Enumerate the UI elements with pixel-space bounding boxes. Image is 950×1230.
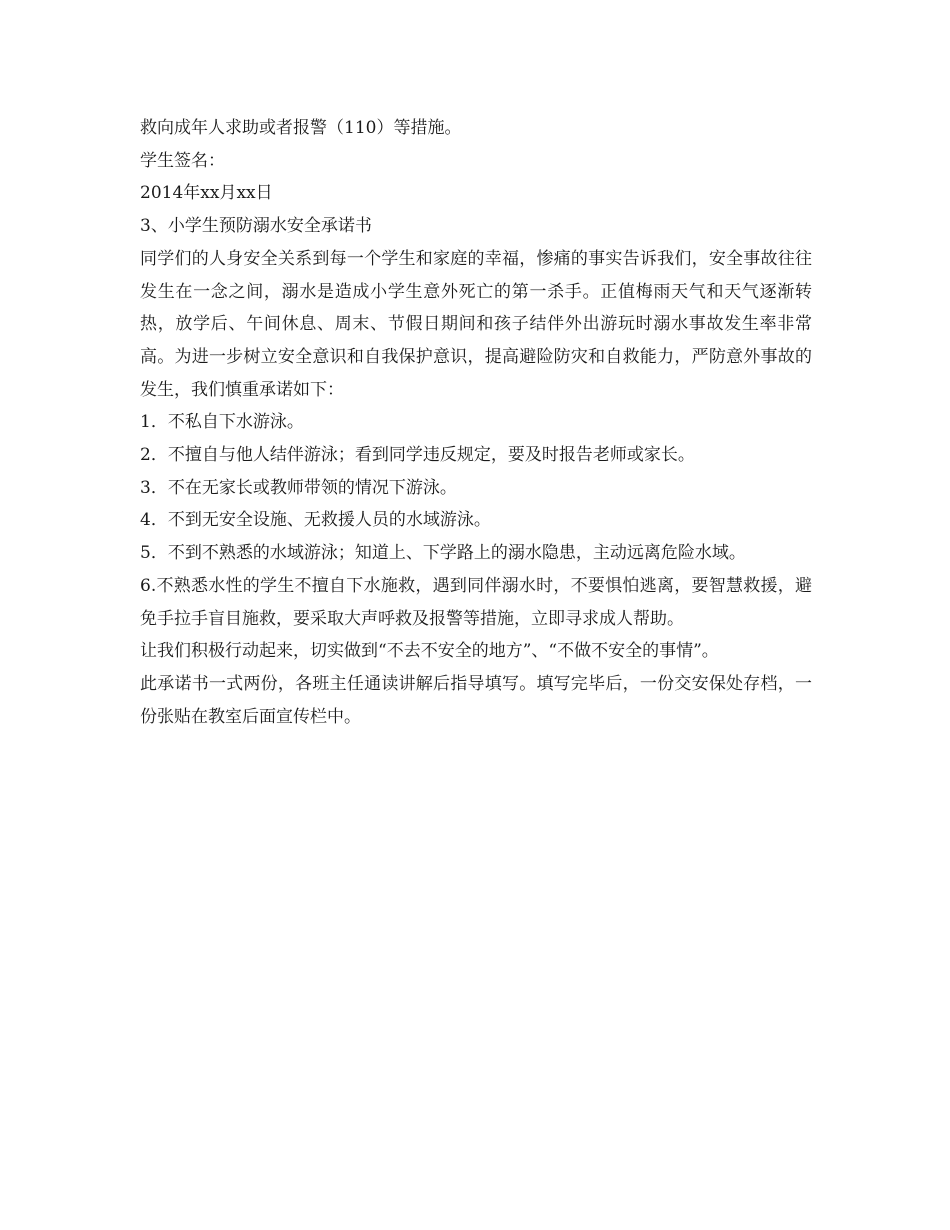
student-signature-label: 学生签名： [140,150,225,171]
pledge-item-5: 5．不到不熟悉的水域游泳；知道上、下学路上的溺水隐患，主动远离危险水域。 [140,543,746,564]
pledge-item-2: 2．不擅自与他人结伴游泳；看到同学违反规定，要及时报告老师或家长。 [140,445,695,466]
intro-paragraph: 同学们的人身安全关系到每一个学生和家庭的幸福，惨痛的事实告诉我们，安全事故往往发生在一念之间，溺水是造成小学生意外死亡的第一杀手。正值梅雨天气和天气逐渐转热，放学后、午间休息、周末、节假日期间和孩子结伴外出游玩时溺水事故发生率非常高。为进一步树立安全意识和自我保护意识，提高避险防灾和自救能力，严防意外事故的发生，我们慎重承诺如下： [140,248,812,400]
pledge-item-6: 6.不熟悉水性的学生不擅自下水施救，遇到同伴溺水时，不要惧怕逃离，要智慧救援，避免手拉手盲目施救，要采取大声呼救及报警等措施，立即寻求成人帮助。 [140,575,812,629]
pledge-item-3: 3．不在无家长或教师带领的情况下游泳。 [140,477,457,498]
section-heading: 3、小学生预防溺水安全承诺书 [140,216,372,237]
closing-paragraph: 此承诺书一式两份，各班主任通读讲解后指导填写。填写完毕后，一份交安保处存档，一份张贴在教室后面宣传栏中。 [140,673,812,727]
pledge-item-1: 1．不私自下水游泳。 [140,412,304,433]
pledge-item-4: 4．不到无安全设施、无救援人员的水域游泳。 [140,510,491,531]
continued-text-line: 救向成年人求助或者报警（110）等措施。 [140,118,462,138]
call-to-action: 让我们积极行动起来，切实做到“不去不安全的地方”、“不做不安全的事情”。 [140,641,719,662]
document-body [140,112,812,733]
date-line: 2014年xx月xx日 [140,183,273,204]
